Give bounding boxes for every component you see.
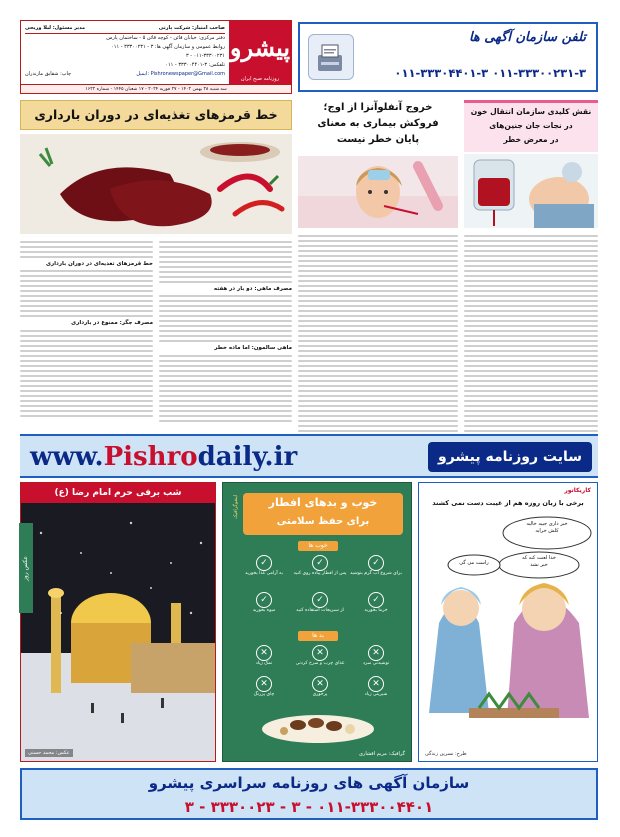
blood-body (464, 232, 598, 466)
cross-icon: ✕ (368, 645, 384, 661)
check-icon: ✓ (256, 592, 272, 608)
snow-credit: عکس: محمد حسنی (25, 749, 73, 757)
bad-item: ✕ شیرینی زیاد (349, 676, 403, 705)
owner-line: صاحب امتیاز: شرکت پارتی (158, 25, 225, 31)
snow-tag (19, 523, 33, 613)
site-banner[interactable] (20, 434, 598, 478)
site-banner-label-box (428, 442, 592, 472)
influenza-headline-line1: خروج آنفلوآنزا از اوج؛ (323, 102, 433, 113)
logo-block (229, 21, 291, 93)
iftar-title-line2: برای حفظ سلامتی (276, 516, 370, 527)
good-list (233, 555, 403, 627)
check-icon: ✓ (368, 555, 384, 571)
cross-icon: ✕ (312, 645, 328, 661)
bubble1: خبر داری جیبه خالیه کلش خرابه (526, 521, 568, 534)
bad-list (233, 645, 403, 705)
good-item: ✓ برای شروع آب گرم بنوشید (349, 555, 403, 590)
ad-phone-box (298, 22, 598, 92)
logo-text: پیشرو (229, 33, 291, 62)
good-item: ✓ پس از افطار پیاده روی کنید (293, 555, 347, 590)
bad-label: بد ها (298, 631, 338, 641)
good-item: ✓ از سبزیجات استفاده کنید (293, 592, 347, 627)
fax-line: تلفکس: ۳-۳۳۳۰۰۴۴۰۱ - ۰۱۱ (165, 62, 225, 68)
pregnancy-sub1: خط قرمزهای تغذیه‌ای در دوران بارداری (45, 261, 153, 267)
bad-item: ✕ غذای چرب و سرخ کردنی (293, 645, 347, 674)
cartoon-illustration (419, 513, 597, 749)
check-icon: ✓ (368, 592, 384, 608)
blood-headline-bar (464, 100, 598, 152)
influenza-photo (298, 156, 458, 228)
cross-icon: ✕ (256, 676, 272, 692)
snow-photo (21, 503, 215, 761)
two-women-cartoon (419, 513, 597, 749)
cartoon-caption: برخی با زبان روزه هم از غیبت دست نمی کشند (432, 499, 584, 507)
check-icon: ✓ (312, 592, 328, 608)
cross-icon: ✕ (256, 645, 272, 661)
blood-photo (464, 154, 598, 228)
footer-phones: ۰۱۱-۳۳۳۰۰۴۴۰۱ - ۳ - ۳۳۳۰۰۲۳ - ۳ (184, 798, 434, 816)
bad-item: ✕ چای پررنگ (237, 676, 291, 705)
good-item: ✓ خرما بخورید (349, 592, 403, 627)
site-url-www: www. (30, 442, 104, 472)
blood-headline-line1: نقش کلیدی سازمان انتقال خون (470, 107, 592, 116)
cartoon-panel (418, 482, 598, 762)
date-line: سه شنبه ۲۸ بهمن ۱۴۰۲ - ۲۷ فوریه ۲۰۲۴ - ۱۷ شعبان ۱۴۴۵ - شماره ۱۶۲۲ (21, 84, 291, 93)
fax-icon-svg (307, 35, 353, 81)
pregnancy-headline-bar (20, 100, 292, 130)
pregnancy-body (20, 238, 292, 466)
site-url-daily: daily (197, 442, 265, 472)
influenza-headline-line2: فروکش بیماری به معنای (317, 118, 439, 129)
snow-tag-text: عکس روز (22, 555, 29, 581)
pregnancy-headline: خط قرمزهای تغذیه‌ای در دوران بارداری (34, 107, 278, 122)
iftar-side-tag (227, 487, 239, 527)
site-banner-label: سایت روزنامه پیشرو (438, 449, 582, 465)
pregnancy-photo (20, 134, 292, 234)
pregnancy-sub3: مصرف ماهی: دو بار در هفته (213, 286, 292, 292)
address-line: دفتر مرکزی: خیابان قائن - کوچه قائن ۵ - ساختمان پارس (106, 35, 225, 41)
iftar-plate-svg (258, 705, 378, 745)
iftar-credit: گرافیک: مریم افشاری (358, 751, 405, 757)
cartoon-tag: کاریکاتور (564, 487, 591, 494)
site-url-pishro: Pishro (103, 442, 198, 472)
good-item: ✓ به آرامی غذا بخورید (237, 555, 291, 590)
cross-icon: ✕ (368, 676, 384, 692)
blood-bag-illustration (464, 154, 598, 228)
public-relations-line: روابط عمومی و سازمان آگهی ها: ۳ - ۳۳۳۰۰۲۳۱ - ۰۱۱ (111, 44, 225, 50)
shrine-night-illustration (21, 503, 215, 761)
dates-plate-illustration (258, 705, 378, 745)
fax-machine-icon (308, 34, 354, 80)
site-url[interactable] (30, 440, 297, 474)
check-icon: ✓ (256, 555, 272, 571)
bad-item: ✕ نمک زیاد (237, 645, 291, 674)
masthead (20, 20, 292, 94)
logo-subtitle: روزنامه صبح ایران (240, 76, 280, 82)
manager-line: مدیر مسئول: لیلا وریحی (25, 25, 86, 31)
blood-headline-line2: در نجات جان جنین‌های (489, 121, 573, 130)
check-icon: ✓ (312, 555, 328, 571)
print-line: چاپ: شقایق مازندران (25, 71, 72, 77)
footer-title: سازمان آگهی های روزنامه سراسری پیشرو (148, 774, 470, 792)
ad-box-title: تلفن سازمان آگهی ها (468, 30, 586, 45)
cartoon-credit: طرح: نسرین زندگی (425, 751, 467, 757)
pregnancy-sub4: ماهی سالمون: اما ماده خطر (214, 345, 292, 352)
iftar-panel (222, 482, 412, 762)
good-label: خوب ها (298, 541, 338, 551)
iftar-side-tag-text: اینفوگرافیک (233, 494, 239, 520)
ad-box-phone: ۰۱۱-۳۳۳۰۰۲۳۱-۳ ۰۱۱-۳۳۳۰۴۴۰۱-۳ (394, 66, 586, 80)
pregnancy-sub2: مصرف جگر: ممنوع در بارداری (71, 320, 153, 327)
footer-banner (20, 768, 598, 820)
influenza-headline (298, 100, 458, 154)
influenza-body (298, 232, 458, 466)
email-line[interactable]: ایمیل: Pishronewspaper@Gmail.com (136, 71, 225, 77)
bad-item: ✕ پرخوری (293, 676, 347, 705)
sick-child-illustration (298, 156, 458, 228)
site-url-tld: .ir (264, 442, 298, 472)
iftar-title-box (243, 493, 403, 535)
snow-panel-title: شب برفی حرم امام رضا (ع) (21, 483, 215, 503)
bad-item: ✕ نوشیدنی سرد (349, 645, 403, 674)
cross-icon: ✕ (312, 676, 328, 692)
iftar-title-line1: خوب و بدهای افطار (268, 496, 378, 509)
bubble2: خدا لعنت کنه که خبر نشد (522, 555, 556, 568)
good-item: ✓ میوه بخورید (237, 592, 291, 627)
blood-headline-line3: در معرض خطر (503, 135, 559, 144)
liver-chili-illustration (20, 134, 292, 234)
influenza-headline-line3: پایان خطر نیست (336, 134, 420, 145)
bubble3: راست می گی (459, 560, 489, 566)
phone-line: ۰۱۱-۳۳۳۰۰۲۳۱ - ۳ (185, 53, 225, 59)
snow-panel (20, 482, 216, 762)
